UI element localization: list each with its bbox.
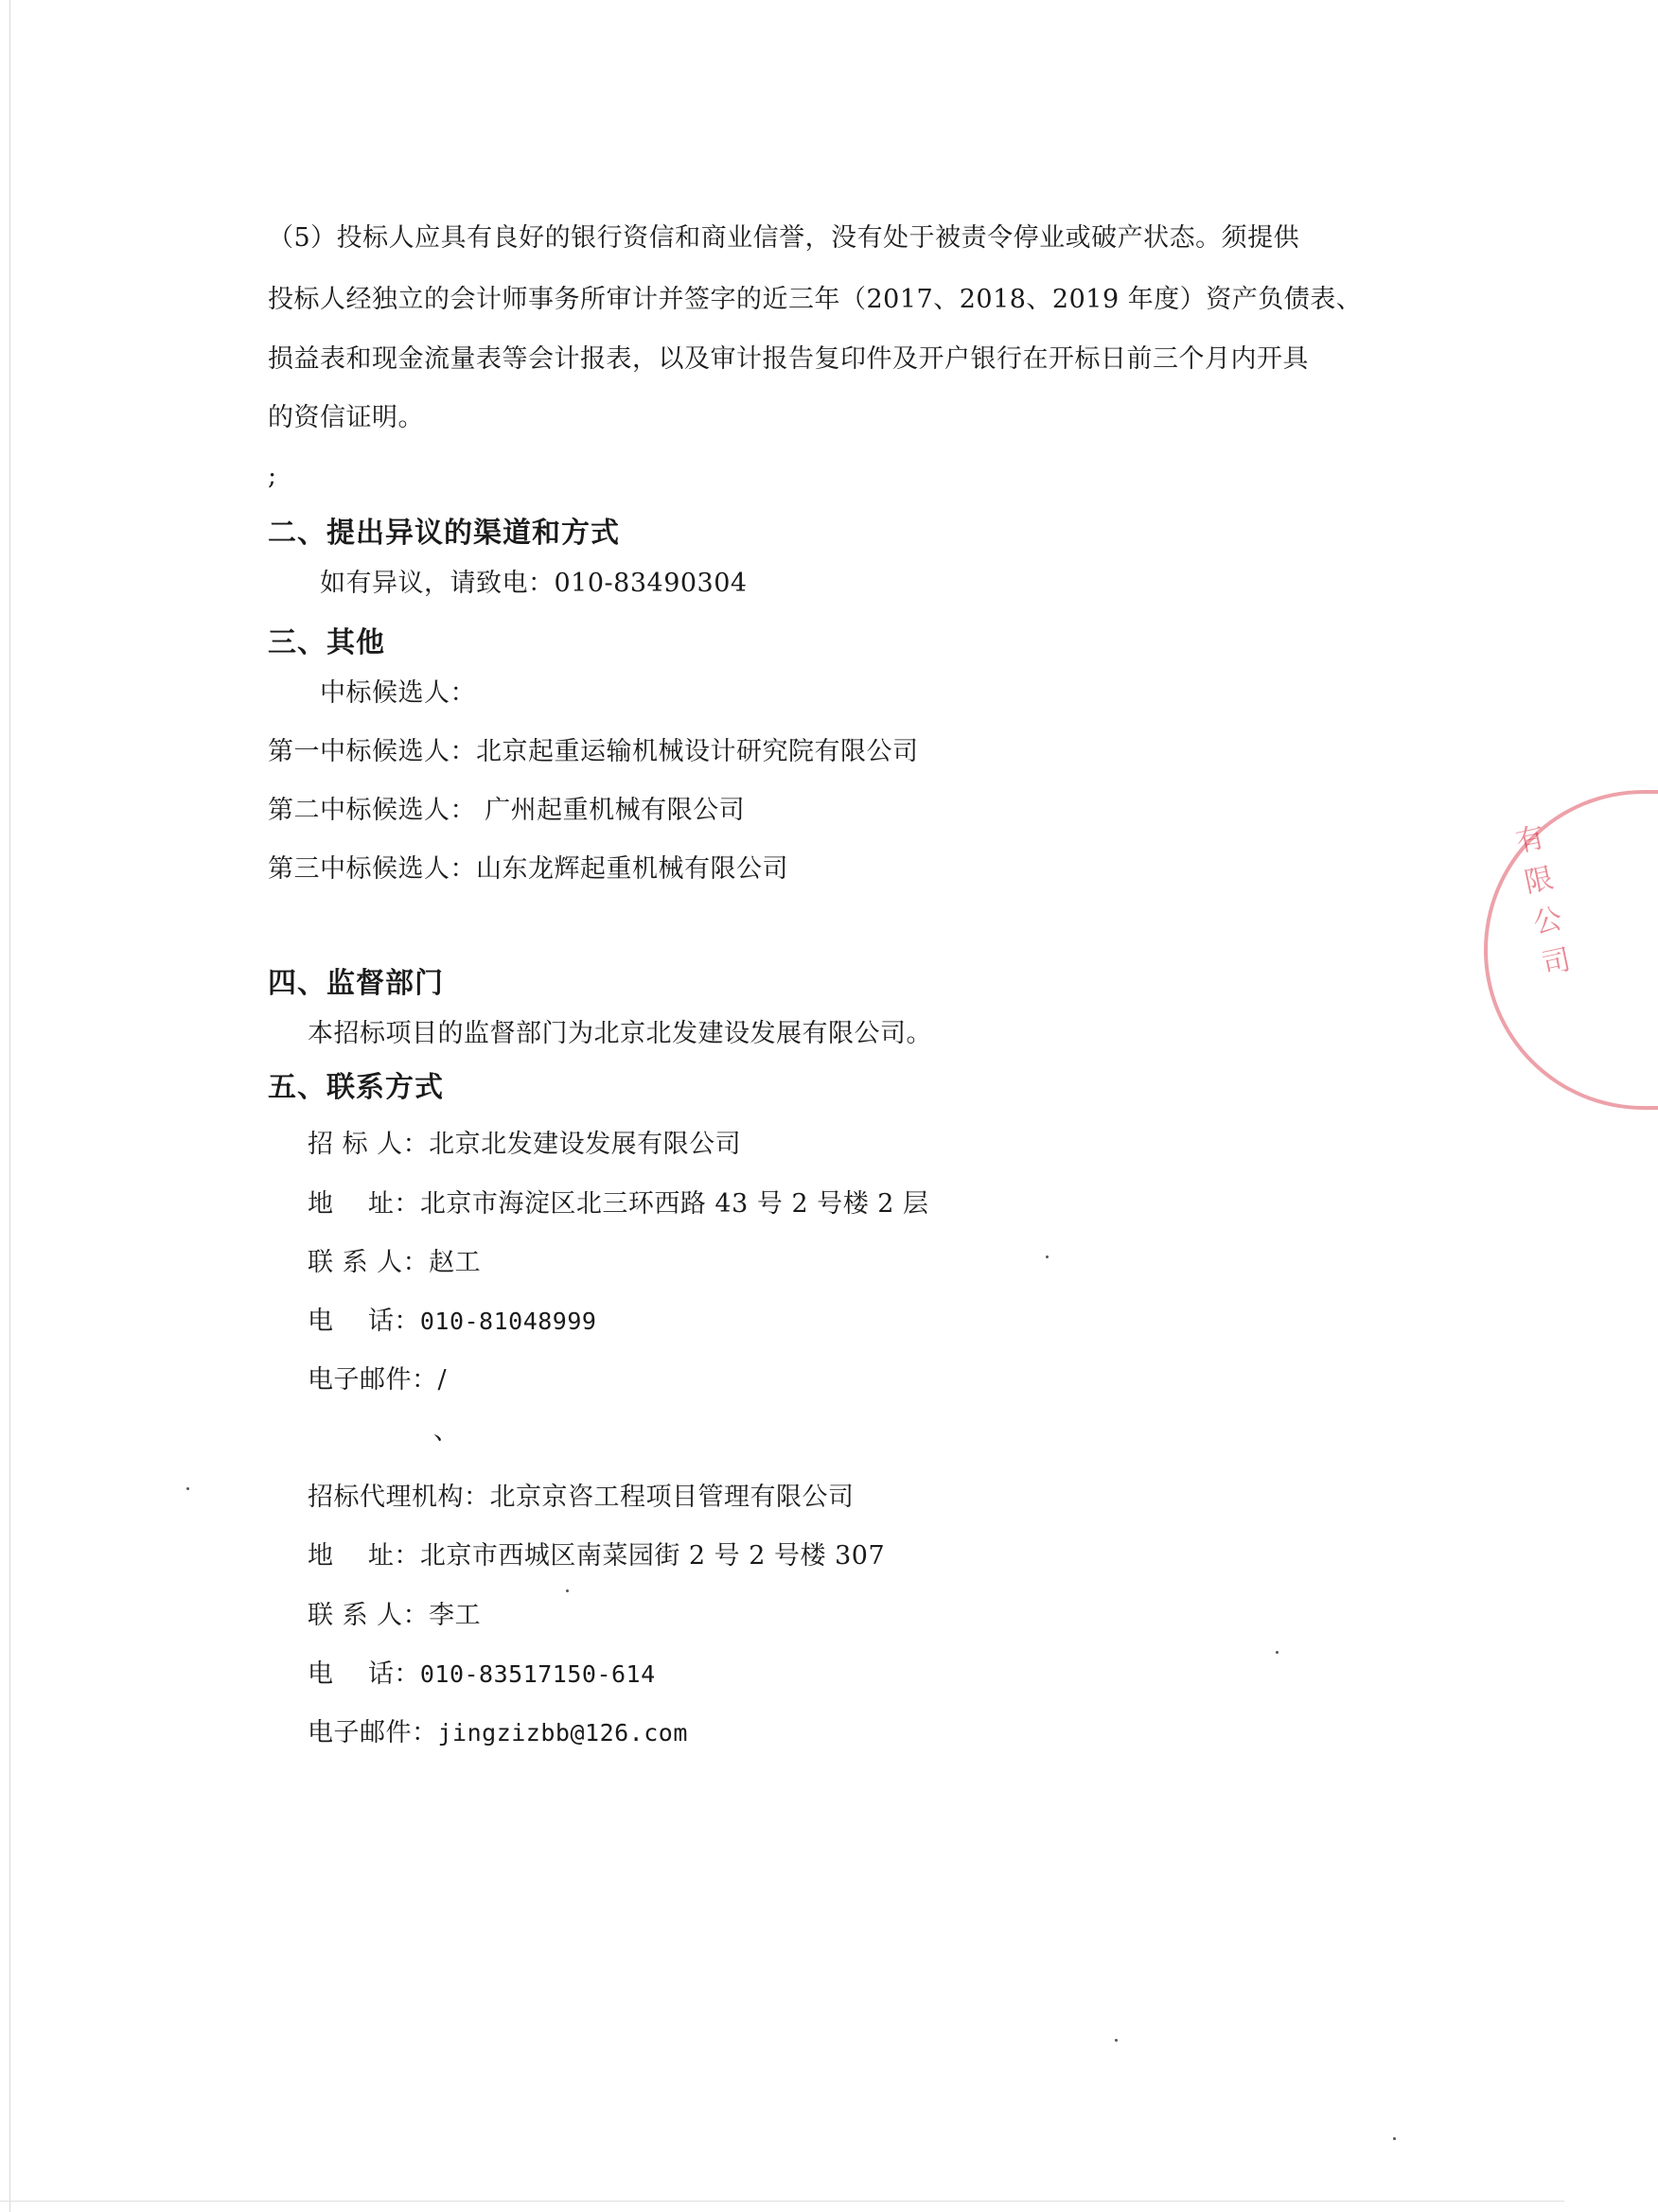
supervision-text: 本招标项目的监督部门为北京北发建设发展有限公司。 xyxy=(308,1019,932,1048)
section-heading-contact: 五、联系方式 xyxy=(268,1071,444,1104)
scan-edge-bottom xyxy=(0,2201,1564,2202)
agency-email-row xyxy=(308,1717,688,1749)
tenderer-contact: 赵工 xyxy=(429,1248,482,1277)
section-heading-other: 三、其他 xyxy=(268,626,385,659)
candidate-name: 山东龙辉起重机械有限公司 xyxy=(476,854,788,884)
stray-mark: 、 xyxy=(433,1416,460,1446)
section-heading-supervision: 四、监督部门 xyxy=(268,967,444,1000)
field-label: 电 话： xyxy=(308,1307,420,1336)
field-label: 电子邮件： xyxy=(308,1365,438,1395)
candidate-row xyxy=(268,853,788,886)
tenderer-email: / xyxy=(437,1365,448,1395)
scan-edge xyxy=(9,0,10,2212)
agency-phone: 010-83517150-614 xyxy=(419,1660,656,1688)
field-label: 电 话： xyxy=(308,1659,420,1689)
field-label: 联 系 人： xyxy=(308,1248,430,1277)
field-label: 招标代理机构： xyxy=(308,1483,490,1512)
agency-contact-row xyxy=(308,1600,481,1632)
field-label: 地 址： xyxy=(308,1541,420,1571)
stray-mark: ; xyxy=(268,462,277,491)
tenderer-phone: 010-81048999 xyxy=(419,1308,597,1335)
candidates-intro: 中标候选人： xyxy=(320,678,476,708)
tenderer-address-row xyxy=(308,1188,929,1220)
scan-speck xyxy=(1115,2039,1118,2042)
tenderer-address: 北京市海淀区北三环西路 43 号 2 号楼 2 层 xyxy=(419,1189,929,1219)
scan-speck xyxy=(1046,1255,1049,1258)
agency-name: 北京京咨工程项目管理有限公司 xyxy=(489,1483,855,1512)
agency-contact: 李工 xyxy=(429,1601,482,1630)
tenderer-name: 北京北发建设发展有限公司 xyxy=(429,1130,742,1159)
section-heading-objection: 二、提出异议的渠道和方式 xyxy=(268,517,620,550)
tenderer-phone-row xyxy=(308,1306,596,1338)
candidate-row xyxy=(268,736,919,768)
candidate-name: 广州起重机械有限公司 xyxy=(476,796,746,825)
agency-email: jingzizbb@126.com xyxy=(437,1719,688,1747)
tenderer-email-row xyxy=(308,1364,447,1396)
scan-speck xyxy=(1393,2137,1396,2140)
candidate-label: 第三中标候选人： xyxy=(268,854,476,884)
scan-speck xyxy=(1276,1651,1279,1654)
agency-phone-row xyxy=(308,1659,656,1691)
qualification-line-2: 投标人经独立的会计师事务所审计并签字的近三年（2017、2018、2019 年度）资产负债表、 xyxy=(268,285,1363,314)
agency-address-row xyxy=(308,1540,885,1572)
qualification-line-1: （5）投标人应具有良好的银行资信和商业信誉，没有处于被责令停业或破产状态。须提供 xyxy=(268,223,1300,253)
qualification-line-3: 损益表和现金流量表等会计报表，以及审计报告复印件及开户银行在开标日前三个月内开具 xyxy=(268,344,1309,374)
qualification-line-4: 的资信证明。 xyxy=(268,403,424,432)
tenderer-contact-row xyxy=(308,1247,481,1279)
field-label: 联 系 人： xyxy=(308,1601,430,1630)
agency-name-row xyxy=(308,1482,855,1514)
candidate-row xyxy=(268,795,745,827)
candidate-label: 第二中标候选人： xyxy=(268,796,476,825)
agency-address: 北京市西城区南菜园街 2 号 2 号楼 307 xyxy=(419,1541,886,1571)
seal-text: 有限公司 xyxy=(1512,820,1574,982)
scan-speck xyxy=(566,1589,569,1592)
objection-phone-text: 如有异议，请致电：010-83490304 xyxy=(320,569,748,598)
candidate-label: 第一中标候选人： xyxy=(268,737,476,766)
field-label: 招 标 人： xyxy=(308,1130,430,1159)
tenderer-name-row xyxy=(308,1129,741,1161)
candidate-name: 北京起重运输机械设计研究院有限公司 xyxy=(476,737,919,766)
scan-speck xyxy=(186,1487,189,1490)
field-label: 电子邮件： xyxy=(308,1718,438,1747)
field-label: 地 址： xyxy=(308,1189,420,1219)
